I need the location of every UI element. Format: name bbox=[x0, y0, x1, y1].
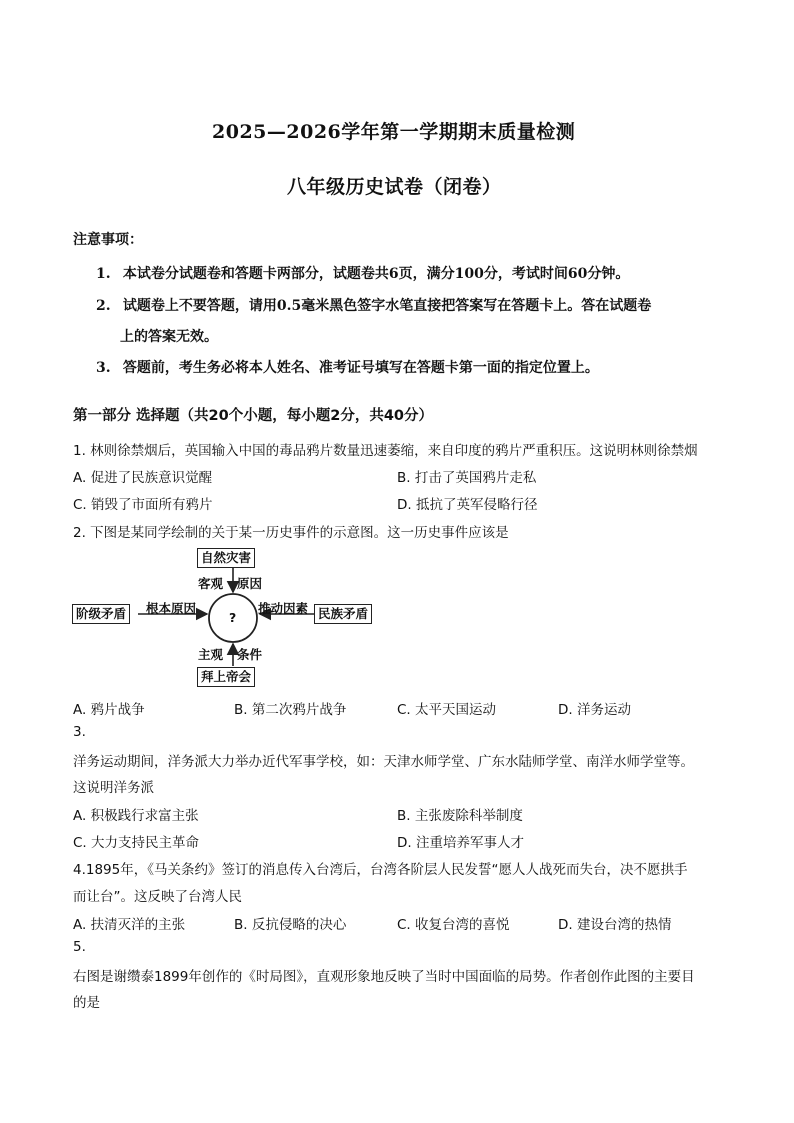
exam-subtitle: 八年级历史试卷（闭卷） bbox=[287, 176, 502, 198]
notice-item-3 bbox=[96, 357, 599, 377]
notice-item-text: 试题卷上不要答题，请用0.5毫米黑色签字水笔直接把答案写在答题卡上。答在试题卷 bbox=[122, 298, 652, 314]
diagram-left-label: 根本原因 bbox=[146, 601, 197, 616]
notice-item-number: 2. bbox=[96, 298, 111, 314]
question-1-stem: 1. 林则徐禁烟后，英国输入中国的毒品鸦片数量迅速萎缩，来自印度的鸦片严重积压。这说明林则徐禁烟 bbox=[73, 443, 698, 459]
diagram-left-box: 阶级矛盾 bbox=[72, 604, 130, 624]
question-4-option-a: A. 扶清灭洋的主张 bbox=[73, 917, 186, 933]
question-4-stem-continued: 而让台”。这反映了台湾人民 bbox=[73, 889, 242, 905]
diagram-top-left-label: 客观 bbox=[198, 576, 224, 591]
notice-item-text: 本试卷分试题卷和答题卡两部分，试题卷共6页，满分100分，考试时间60分钟。 bbox=[122, 266, 630, 282]
notice-item-number: 3. bbox=[96, 360, 111, 376]
diagram-bottom-right-label: 条件 bbox=[237, 647, 263, 662]
question-4-option-c: C. 收复台湾的喜悦 bbox=[397, 917, 510, 933]
question-4-stem: 4.1895年，《马关条约》签订的消息传入台湾后，台湾各阶层人民发誓“愿人人战死而失台，决不愿拱手 bbox=[73, 862, 688, 878]
question-4-option-b: B. 反抗侵略的决心 bbox=[234, 917, 347, 933]
question-2-option-c: C. 太平天国运动 bbox=[397, 702, 497, 718]
question-1-option-a: A. 促进了民族意识觉醒 bbox=[73, 470, 213, 486]
diagram-right-box: 民族矛盾 bbox=[314, 604, 372, 624]
question-1-option-d: D. 抵抗了英军侵略行径 bbox=[397, 497, 538, 513]
diagram-center-mark: ? bbox=[229, 610, 237, 625]
diagram-right-label: 推动因素 bbox=[258, 601, 309, 616]
diagram-bottom-box: 拜上帝会 bbox=[197, 667, 255, 687]
diagram-top-box: 自然灾害 bbox=[197, 548, 255, 568]
section-heading: 第一部分 选择题（共20个小题，每小题2分，共40分） bbox=[73, 408, 433, 424]
diagram-bottom-left-label: 主观 bbox=[198, 647, 224, 662]
notice-item-text: 答题前，考生务必将本人姓名、准考证号填写在答题卡第一面的指定位置上。 bbox=[122, 360, 599, 376]
question-3-option-d: D. 注重培养军事人才 bbox=[397, 835, 524, 851]
question-1-option-b: B. 打击了英国鸦片走私 bbox=[397, 470, 537, 486]
question-2-option-a: A. 鸦片战争 bbox=[73, 702, 145, 718]
notice-item-number: 1. bbox=[96, 266, 111, 282]
question-5-stem-continued: 的是 bbox=[73, 995, 100, 1011]
question-5-stem: 右图是谢缵泰1899年创作的《时局图》，直观形象地反映了当时中国面临的局势。作者创作此图的主要目 bbox=[73, 969, 695, 985]
diagram-top-right-label: 原因 bbox=[237, 576, 263, 591]
question-2-stem: 2. 下图是某同学绘制的关于某一历史事件的示意图。这一历史事件应该是 bbox=[73, 525, 509, 541]
question-3-option-a: A. 积极践行求富主张 bbox=[73, 808, 199, 824]
question-5-number: 5. bbox=[73, 939, 86, 955]
question-2-option-d: D. 洋务运动 bbox=[558, 702, 631, 718]
question-1-option-c: C. 销毁了市面所有鸦片 bbox=[73, 497, 213, 513]
question-3-number: 3. bbox=[73, 724, 86, 740]
question-3-option-c: C. 大力支持民主革命 bbox=[73, 835, 200, 851]
history-event-diagram bbox=[70, 546, 390, 692]
notice-item-2-continued: 上的答案无效。 bbox=[120, 329, 218, 345]
notice-heading: 注意事项： bbox=[73, 232, 143, 248]
exam-title: 2025—2026学年第一学期期末质量检测 bbox=[212, 121, 576, 143]
question-4-option-d: D. 建设台湾的热情 bbox=[558, 917, 672, 933]
question-3-stem-continued: 这说明洋务派 bbox=[73, 780, 154, 796]
question-3-stem: 洋务运动期间，洋务派大力举办近代军事学校，如：天津水师学堂、广东水陆师学堂、南洋水师学堂等。 bbox=[73, 754, 694, 770]
question-3-option-b: B. 主张废除科举制度 bbox=[397, 808, 523, 824]
notice-item-2 bbox=[96, 295, 651, 315]
question-2-option-b: B. 第二次鸦片战争 bbox=[234, 702, 347, 718]
notice-item-1 bbox=[96, 263, 629, 283]
